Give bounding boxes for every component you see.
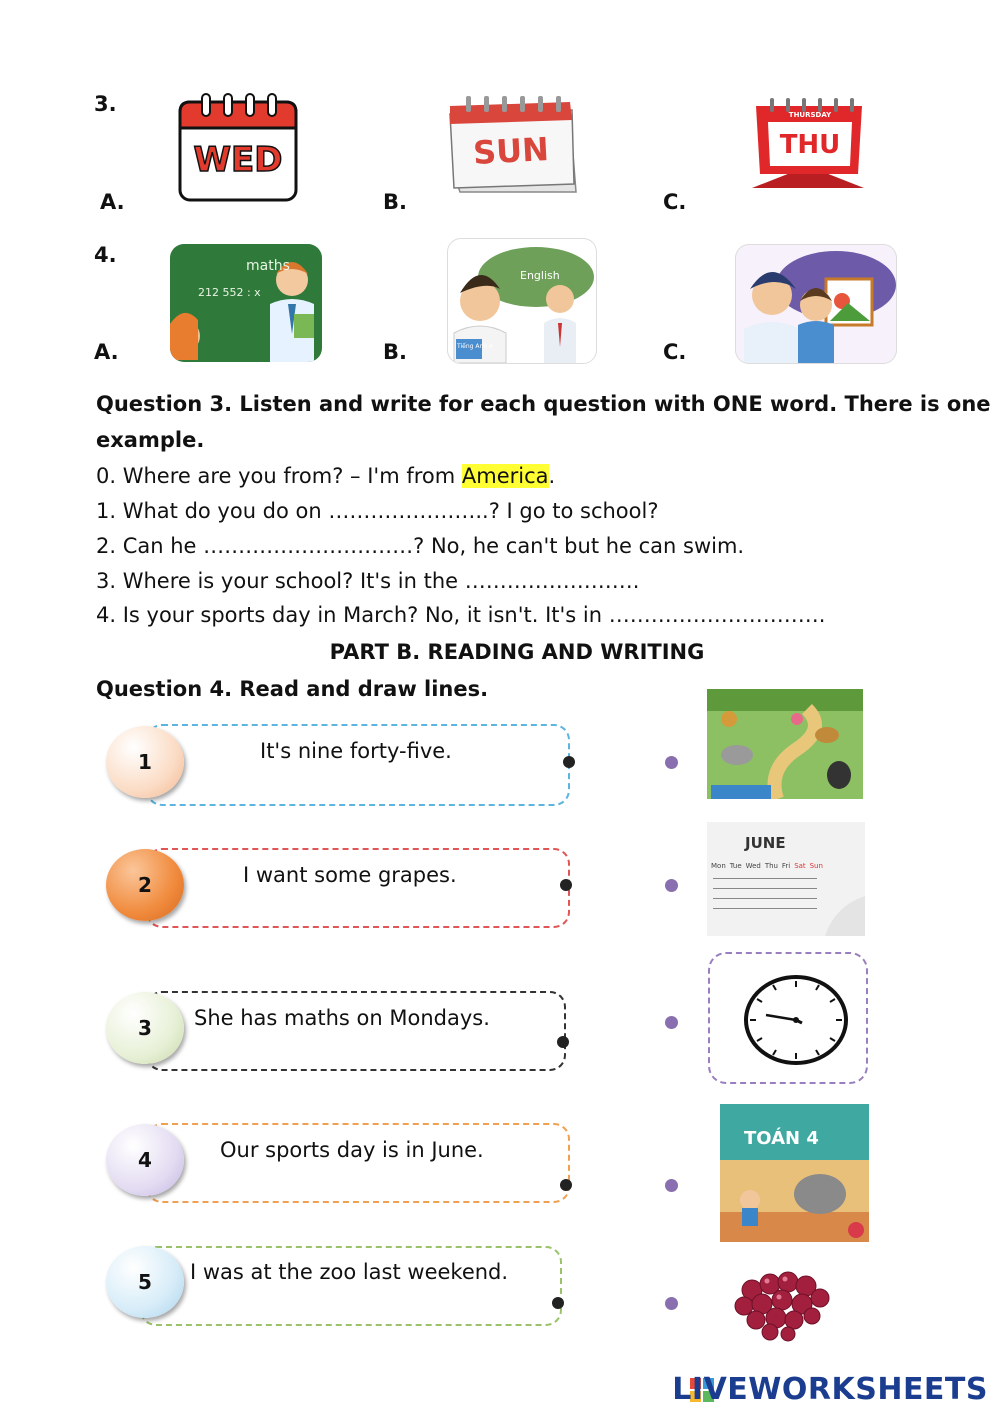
statement-box-4 <box>146 1123 570 1203</box>
thu-calendar-image <box>746 96 870 192</box>
weekday-label: Wed <box>745 862 761 870</box>
question3-title-cont: example. <box>96 428 205 452</box>
brand-logo-text[interactable]: LIVEWORKSHEETS <box>672 1372 988 1407</box>
left-connector-dot-3[interactable] <box>557 1036 569 1048</box>
left-connector-dot-5[interactable] <box>552 1297 564 1309</box>
number-badge-4: 4 <box>106 1124 184 1196</box>
right-connector-dot-5[interactable] <box>665 1297 678 1310</box>
question4-title: Question 4. Read and draw lines. <box>96 677 489 701</box>
wed-day-text: WED <box>193 140 283 180</box>
option-c-label: C. <box>663 190 687 214</box>
number-badge-1: 1 <box>106 726 184 798</box>
english-book-label: Tiếng Anh 4 <box>457 343 493 350</box>
maths-book-image <box>720 1104 869 1242</box>
question3-item-2: 2. Can he …………………………? No, he can't but he can swim. <box>96 534 745 558</box>
example-question: 0. Where are you from? – I'm from <box>96 464 462 488</box>
sun-calendar-image <box>440 96 580 200</box>
example-end: . <box>548 464 556 488</box>
art-class-image <box>735 244 897 364</box>
maths-board-sum: 212 552 : x <box>198 286 261 299</box>
part-b-heading: PART B. READING AND WRITING <box>329 640 705 664</box>
right-connector-dot-1[interactable] <box>665 756 678 769</box>
example-answer: America <box>461 464 549 488</box>
calendar-weekdays <box>711 862 823 870</box>
left-connector-dot-2[interactable] <box>560 879 572 891</box>
zoo-image <box>707 689 863 799</box>
right-connector-dot-4[interactable] <box>665 1179 678 1192</box>
statement-text-1: It's nine forty-five. <box>260 739 452 763</box>
thu-day-text: THU <box>779 130 841 160</box>
question3-example <box>96 464 555 488</box>
statement-box-5 <box>140 1246 562 1326</box>
grapes-image <box>732 1264 832 1344</box>
number-badge-3: 3 <box>106 992 184 1064</box>
english-board-word: English <box>520 269 560 282</box>
weekday-label: Sat <box>794 862 806 870</box>
number-badge-5: 5 <box>106 1246 184 1318</box>
sun-day-text: SUN <box>472 130 550 172</box>
q4-pics-number: 4. <box>94 243 117 267</box>
left-connector-dot-4[interactable] <box>560 1179 572 1191</box>
weekday-label: Mon <box>711 862 726 870</box>
option-a-label: A. <box>100 190 125 214</box>
option-b-label: B. <box>383 190 407 214</box>
option-c-label: C. <box>663 340 687 364</box>
maths-class-image <box>170 244 322 362</box>
maths-board-word: maths <box>246 258 290 274</box>
statement-box-3 <box>146 991 566 1071</box>
question3-item-1: 1. What do you do on …………………..? I go to school? <box>96 499 659 523</box>
question3-title: Question 3. Listen and write for each question with ONE word. There is one <box>96 392 991 416</box>
left-connector-dot-1[interactable] <box>563 756 575 768</box>
weekday-label: Thu <box>764 862 778 870</box>
statement-text-3: She has maths on Mondays. <box>194 1006 490 1030</box>
option-a-label: A. <box>94 340 119 364</box>
question3-item-3: 3. Where is your school? It's in the ……………………. <box>96 569 640 593</box>
wed-calendar-image <box>176 92 300 204</box>
english-class-image <box>447 238 597 364</box>
statement-box-2 <box>146 848 570 928</box>
right-connector-dot-2[interactable] <box>665 879 678 892</box>
weekday-label: Tue <box>729 862 742 870</box>
calendar-month: JUNE <box>745 834 786 852</box>
question3-item-4: 4. Is your sports day in March? No, it isn't. It's in …………………………. <box>96 603 826 627</box>
june-calendar-image <box>707 822 865 936</box>
statement-text-5: I was at the zoo last weekend. <box>190 1260 509 1284</box>
option-b-label: B. <box>383 340 407 364</box>
statement-text-2: I want some grapes. <box>243 863 457 887</box>
weekday-label: Sun <box>809 862 823 870</box>
statement-box-1 <box>146 724 570 806</box>
clock-image <box>744 975 848 1069</box>
statement-text-4: Our sports day is in June. <box>220 1138 484 1162</box>
number-badge-2: 2 <box>106 849 184 921</box>
book-title: TOÁN 4 <box>744 1128 819 1149</box>
right-connector-dot-3[interactable] <box>665 1016 678 1029</box>
q3-pics-number: 3. <box>94 92 117 116</box>
weekday-label: Fri <box>781 862 791 870</box>
thursday-small-text: THURSDAY <box>788 111 832 119</box>
